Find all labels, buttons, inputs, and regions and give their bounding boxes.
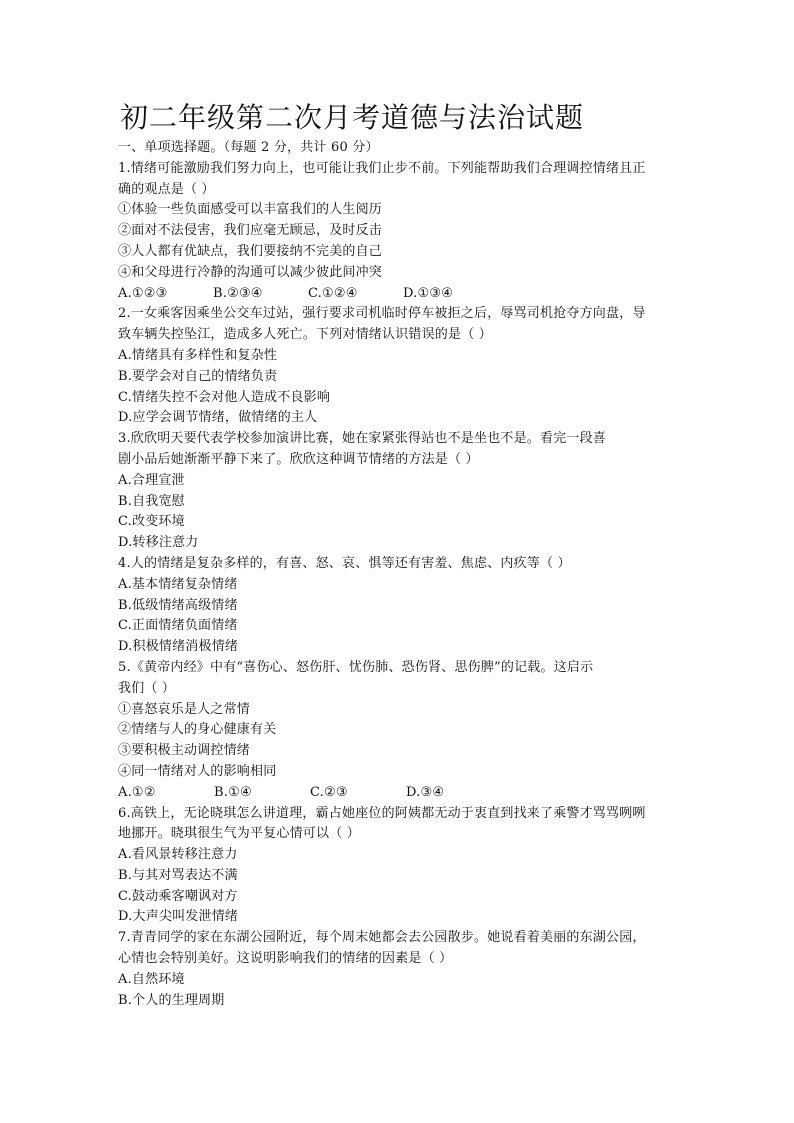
answer-options bbox=[118, 284, 684, 305]
statement-3: ③人人都有优缺点，我们要接纳不完美的自己 bbox=[118, 243, 383, 259]
question-7 bbox=[118, 928, 684, 1011]
option-d: D.①③④ bbox=[403, 285, 454, 301]
option-b: B.①④ bbox=[214, 784, 252, 800]
answer-options bbox=[118, 783, 684, 804]
option-b: B.与其对骂表达不满 bbox=[118, 867, 238, 883]
option-d: D.③④ bbox=[406, 784, 445, 800]
option-a: A.基本情绪复杂情绪 bbox=[118, 576, 238, 592]
option-a: A.情绪具有多样性和复杂性 bbox=[118, 347, 278, 363]
question-stem: 2.一女乘客因乘坐公交车过站，强行要求司机临时停车被拒之后，辱骂司机抢夺方向盘，导 bbox=[118, 306, 646, 322]
question-stem-cont: 剧小品后她渐渐平静下来了。欣欣这种调节情绪的方法是（ ） bbox=[118, 451, 479, 467]
question-stem-cont: 确的观点是（ ） bbox=[118, 181, 215, 197]
question-stem-cont: 我们（ ） bbox=[118, 680, 176, 696]
option-c: C.情绪失控不会对他人造成不良影响 bbox=[118, 389, 331, 405]
option-a: A.合理宣泄 bbox=[118, 472, 185, 488]
option-b: B.低级情绪高级情绪 bbox=[118, 597, 238, 613]
option-c: C.鼓动乘客嘲讽对方 bbox=[118, 888, 238, 904]
statement-4: ④同一情绪对人的影响相同 bbox=[118, 763, 277, 779]
question-3 bbox=[118, 429, 684, 554]
question-stem: 5.《黄帝内经》中有“喜伤心、怒伤肝、忧伤肺、恐伤肾、思伤脾”的记载。这启示 bbox=[118, 659, 594, 675]
option-a: A.①②③ bbox=[118, 285, 168, 301]
question-stem: 7.青青同学的家在东湖公园附近，每个周末她都会去公园散步。她说看着美丽的东湖公园， bbox=[118, 930, 646, 946]
option-b: B.②③④ bbox=[213, 285, 263, 301]
option-d: D.转移注意力 bbox=[118, 535, 199, 551]
section-heading: 一、单项选择题。（每题 2 分，共计 60 分） bbox=[118, 140, 379, 155]
question-stem: 6.高铁上，无论晓琪怎么讲道理，霸占她座位的阿姨都无动于衷直到找来了乘警才骂骂咧咧 bbox=[118, 805, 646, 821]
option-b: B.要学会对自己的情绪负责 bbox=[118, 368, 278, 384]
statement-2: ②面对不法侵害，我们应毫无顾忌，及时反击 bbox=[118, 223, 383, 239]
statement-3: ③要积极主动调控情绪 bbox=[118, 743, 251, 759]
question-stem-cont: 致车辆失控坠江，造成多人死亡。下列对情绪认识错误的是（ ） bbox=[118, 327, 492, 343]
question-4 bbox=[118, 554, 684, 658]
question-1 bbox=[118, 159, 684, 305]
statement-1: ①体验一些负面感受可以丰富我们的人生阅历 bbox=[118, 202, 383, 218]
option-a: A.看风景转移注意力 bbox=[118, 847, 238, 863]
option-d: D.大声尖叫发泄情绪 bbox=[118, 909, 239, 925]
question-6 bbox=[118, 804, 684, 929]
question-2 bbox=[118, 304, 684, 429]
question-stem: 4.人的情绪是复杂多样的，有喜、怒、哀、惧等还有害羞、焦虑、内疚等（ ） bbox=[118, 555, 571, 571]
option-b: B.个人的生理周期 bbox=[118, 992, 225, 1008]
option-b: B.自我宽慰 bbox=[118, 493, 185, 509]
option-a: A.①② bbox=[118, 784, 156, 800]
statement-1: ①喜怒哀乐是人之常情 bbox=[118, 701, 251, 717]
question-stem: 1.情绪可能激励我们努力向上，也可能让我们止步不前。下列能帮助我们合理调控情绪且正 bbox=[118, 160, 646, 176]
option-c: C.改变环境 bbox=[118, 514, 185, 530]
exam-page bbox=[118, 98, 684, 1011]
question-stem-cont: 地挪开。晓琪很生气为平复心情可以（ ） bbox=[118, 826, 360, 842]
page-title: 初二年级第二次月考道德与法治试题 bbox=[120, 101, 585, 134]
statement-2: ②情绪与人的身心健康有关 bbox=[118, 722, 277, 738]
option-c: C.①②④ bbox=[308, 285, 358, 301]
option-c: C.②③ bbox=[310, 784, 348, 800]
option-d: D.积极情绪消极情绪 bbox=[118, 639, 239, 655]
statement-4: ④和父母进行冷静的沟通可以减少彼此间冲突 bbox=[118, 264, 383, 280]
question-stem: 3.欣欣明天要代表学校参加演讲比赛，她在家紧张得站也不是坐也不是。看完一段喜 bbox=[118, 431, 607, 447]
question-5 bbox=[118, 658, 684, 804]
option-a: A.自然环境 bbox=[118, 971, 185, 987]
question-stem-cont: 心情也会特别美好。这说明影响我们的情绪的因素是（ ） bbox=[118, 951, 453, 967]
option-c: C.正面情绪负面情绪 bbox=[118, 618, 238, 634]
option-d: D.应学会调节情绪，做情绪的主人 bbox=[118, 410, 318, 426]
